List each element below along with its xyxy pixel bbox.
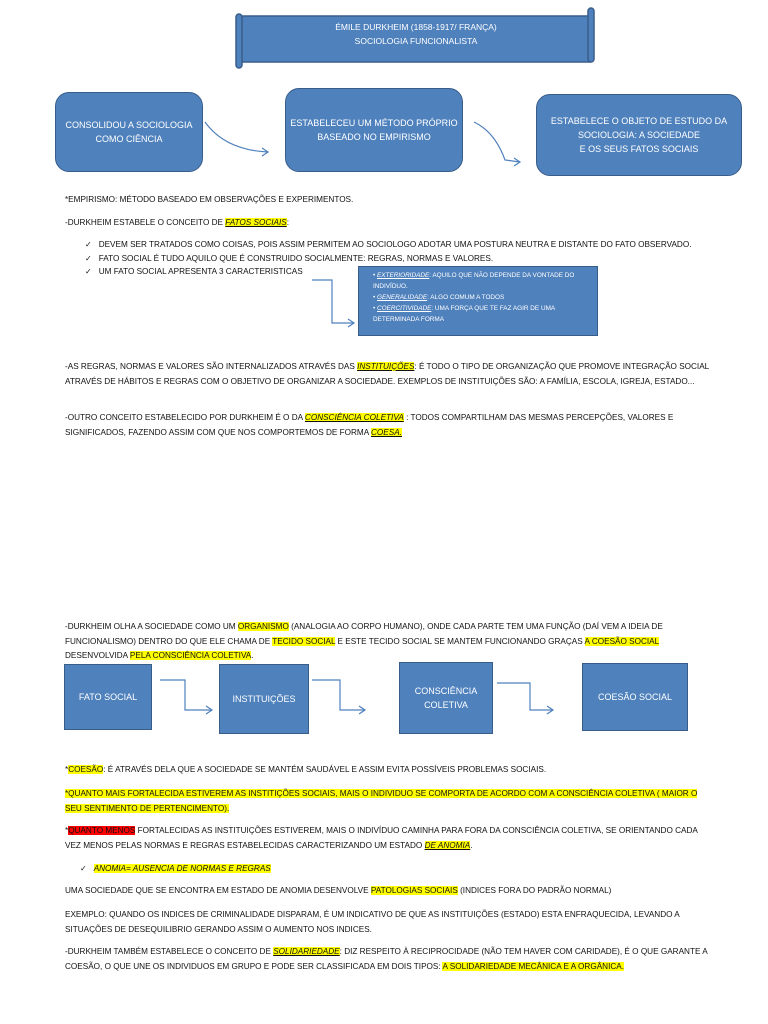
text-run: . bbox=[251, 651, 254, 660]
characteristic-item: • GENERALIDADE: ALGO COMUM A TODOS bbox=[373, 294, 505, 301]
highlight-coesao: COESÃO bbox=[68, 765, 104, 774]
quanto-menos-paragraph bbox=[65, 824, 715, 853]
header-title: ÉMILE DURKHEIM (1858-1917/ FRANÇA) bbox=[335, 22, 497, 32]
highlight-consciencia: CONSCIÊNCIA COLETIVA bbox=[304, 413, 404, 422]
characteristic-term: EXTERIORIDADE bbox=[377, 272, 430, 279]
text-run: FORTALECIDAS AS INSTITUIÇÕES ESTIVEREM, MAIS O INDIVÍDUO CAMINHA PARA FORA DA CONSCIÊNCIA COLETIVA, SE ORIENTANDO CADA VEZ MENOS PELAS NORMAS E REGRAS ESTABELECIDAS CARACTERIZANDO UM ESTADO bbox=[65, 826, 698, 850]
text-run: : DIZ RESPEITO À RECIPROCIDADE (NÃO TEM HAVER COM CARIDADE), É O QUE GARANTE A COESÃO, O QUE UNE OS INDIVIDUOS EM GRUPO E PODE SER CLASSIFICADA EM DOIS TIPOS: bbox=[65, 947, 708, 971]
consciencia-paragraph bbox=[65, 411, 715, 440]
top-box-sociology: CONSOLIDOU A SOCIOLOGIA COMO CIÊNCIA bbox=[55, 92, 203, 172]
characteristics-box bbox=[358, 266, 598, 336]
patologias-paragraph bbox=[65, 884, 715, 899]
highlight-solidariedade-tipos: A SOLIDARIEDADE MECÂNICA E A ORGÂNICA. bbox=[442, 961, 625, 971]
checklist-item bbox=[85, 238, 725, 252]
checklist-text: FATO SOCIAL É TUDO AQUILO QUE É CONSTRUIDO SOCIALMENTE: REGRAS, NORMAS E VALORES. bbox=[98, 253, 494, 263]
text-run: -DURKHEIM TAMBÉM ESTABELECE O CONCEITO DE bbox=[65, 947, 274, 956]
text-run: DESENVOLVIDA bbox=[65, 651, 130, 660]
characteristic-term: COERCITIVIDADE bbox=[377, 305, 432, 312]
text-run: -DURKHEIM OLHA A SOCIEDADE COMO UM bbox=[65, 622, 238, 631]
check-icon: ✓ bbox=[80, 864, 94, 873]
checklist-text: DEVEM SER TRATADOS COMO COISAS, POIS ASSIM PERMITEM AO SOCIOLOGO ADOTAR UMA POSTURA NEUTRA E DISTANTE DO FATO OBSERVADO. bbox=[98, 240, 692, 249]
check-icon: ✓ bbox=[85, 240, 99, 249]
text-run: E ESTE TECIDO SOCIAL SE MANTEM FUNCIONANDO GRAÇAS bbox=[335, 636, 585, 646]
checklist-item bbox=[85, 252, 725, 266]
text-run: UMA SOCIEDADE QUE SE ENCONTRA EM ESTADO DE ANOMIA DESENVOLVE bbox=[65, 886, 371, 895]
solidariedade-paragraph bbox=[65, 945, 715, 974]
header-banner bbox=[244, 20, 588, 60]
fatos-sociais-paragraph bbox=[65, 216, 715, 231]
text-run: : TODOS COMPARTILHAM DAS MESMAS PERCEPÇÕES, VALORES E SIGNIFICADOS, FAZENDO ASSIM COM QUE NOS COMPORTEMOS DE FORMA bbox=[65, 413, 674, 437]
highlight-fatos-sociais: FATOS SOCIAIS bbox=[225, 218, 287, 227]
organismo-paragraph bbox=[65, 620, 715, 664]
flow-box-fato-social: FATO SOCIAL bbox=[64, 664, 152, 730]
characteristic-item: • EXTERIORIDADE: AQUILO QUE NÃO DEPENDE DA VONTADE DO INDIVÍDUO. bbox=[373, 272, 575, 290]
flow-box-coesao-social: COESÃO SOCIAL bbox=[582, 663, 688, 731]
checklist-text: UM FATO SOCIAL APRESENTA 3 CARACTERISTICAS bbox=[98, 267, 303, 276]
text-run: : É TODO O TIPO DE ORGANIZAÇÃO QUE PROMOVE INTEGRAÇÃO SOCIAL ATRAVÉS DE HÁBITOS E REGRAS COM O OBJETIVO DE ORGANIZAR A SOCIEDADE. EXEMPLOS DE INSTITUIÇÕES SÃO: A FAMÍLIA, ESCOLA, IGREJA, ESTADO... bbox=[65, 362, 709, 386]
empirismo-paragraph: *EMPIRISMO: MÉTODO BASEADO EM OBSERVAÇÕES E EXPERIMENTOS. bbox=[65, 195, 354, 204]
highlight-solidariedade: SOLIDARIEDADE bbox=[273, 947, 340, 956]
exemplo-paragraph: EXEMPLO: QUANDO OS INDICES DE CRIMINALIDADE DISPARAM, É UM INDICATIVO DE QUE AS INSTITUIÇÕES (ESTADO) ESTA ENFRAQUECIDA, LEVANDO A SITUAÇÕES DE DESEQUILIBRIO GERANDO ASSIM O AUMENTO NOS INDICES. bbox=[65, 910, 680, 934]
text-run: : bbox=[286, 218, 289, 227]
highlight-coesao-social: A COESÃO SOCIAL bbox=[584, 636, 659, 646]
characteristic-term: GENERALIDADE bbox=[377, 294, 428, 301]
text-run: -AS REGRAS, NORMAS E VALORES SÃO INTERNALIZADOS ATRAVÉS DAS bbox=[65, 362, 358, 371]
highlight-quanto-menos: QUANTO MENOS bbox=[68, 826, 136, 835]
flow-box-instituicoes: INSTITUIÇÕES bbox=[219, 664, 309, 734]
characteristic-text: : UMA FORÇA QUE TE FAZ AGIR DE UMA DETERMINADA FORMA bbox=[373, 305, 555, 323]
instituicoes-paragraph bbox=[65, 360, 715, 389]
top-box-method: ESTABELECEU UM MÉTODO PRÓPRIO BASEADO NO EMPIRISMO bbox=[285, 88, 463, 172]
check-icon: ✓ bbox=[85, 253, 99, 263]
highlight-instituicoes: INSTITUIÇÕES bbox=[357, 362, 415, 371]
top-box-object: ESTABELECE O OBJETO DE ESTUDO DA SOCIOLOGIA: A SOCIEDADE E OS SEUS FATOS SOCIAIS bbox=[536, 94, 742, 176]
highlight-pela-consciencia: PELA CONSCIÊNCIA COLETIVA bbox=[129, 651, 252, 660]
highlight-de-anomia: DE ANOMIA bbox=[424, 840, 471, 850]
highlight-coesa: COESA. bbox=[371, 427, 402, 437]
characteristic-text: : ALGO COMUM A TODOS bbox=[427, 294, 505, 301]
highlight-organismo: ORGANISMO bbox=[237, 622, 289, 631]
highlight-quanto-mais: *QUANTO MAIS FORTALECIDA ESTIVEREM AS INSTITIÇÕES SOCIAIS, MAIS O INDIVIDUO SE COMPORTA DE ACORDO COM A CONSCIÊNCIA COLETIVA ( MAIOR O SEU SENTIMENTO DE PERTENCIMENTO). bbox=[65, 789, 698, 813]
characteristic-item: • COERCITIVIDADE: UMA FORÇA QUE TE FAZ AGIR DE UMA DETERMINADA FORMA bbox=[373, 305, 555, 323]
anomia-text: ANOMIA= AUSENCIA DE NORMAS E REGRAS bbox=[93, 864, 271, 873]
anomia-definition bbox=[80, 862, 271, 876]
header-subtitle: SOCIOLOGIA FUNCIONALISTA bbox=[354, 36, 478, 46]
text-run: * bbox=[65, 765, 69, 774]
highlight-tecido-social: TECIDO SOCIAL bbox=[272, 636, 336, 646]
text-run: -DURKHEIM ESTABELE O CONCEITO DE bbox=[65, 218, 226, 227]
text-run: -OUTRO CONCEITO ESTABELECIDO POR DURKHEIM É O DA bbox=[65, 413, 305, 422]
quanto-mais-paragraph bbox=[65, 787, 715, 816]
text-run: (INDICES FORA DO PADRÃO NORMAL) bbox=[457, 886, 612, 895]
text-run: . bbox=[470, 840, 473, 850]
text-run: * bbox=[65, 826, 69, 835]
check-icon: ✓ bbox=[85, 267, 99, 276]
text-run: : É ATRAVÉS DELA QUE A SOCIEDADE SE MANTÉM SAUDÁVEL E ASSIM EVITA POSSÍVEIS PROBLEMAS SOCIAIS. bbox=[103, 765, 547, 774]
coesao-paragraph bbox=[65, 763, 715, 778]
characteristic-text: : AQUILO QUE NÃO DEPENDE DA VONTADE DO INDIVÍDUO. bbox=[373, 272, 575, 290]
flow-box-consciencia: CONSCIÊNCIA COLETIVA bbox=[399, 662, 493, 734]
text-run: (ANALOGIA AO CORPO HUMANO), ONDE CADA PARTE TEM UMA FUNÇÃO (DAÍ VEM A IDEIA DE FUNCIONALISMO) DENTRO DO QUE ELE CHAMA DE bbox=[65, 622, 663, 646]
highlight-patologias: PATOLOGIAS SOCIAIS bbox=[370, 886, 458, 895]
